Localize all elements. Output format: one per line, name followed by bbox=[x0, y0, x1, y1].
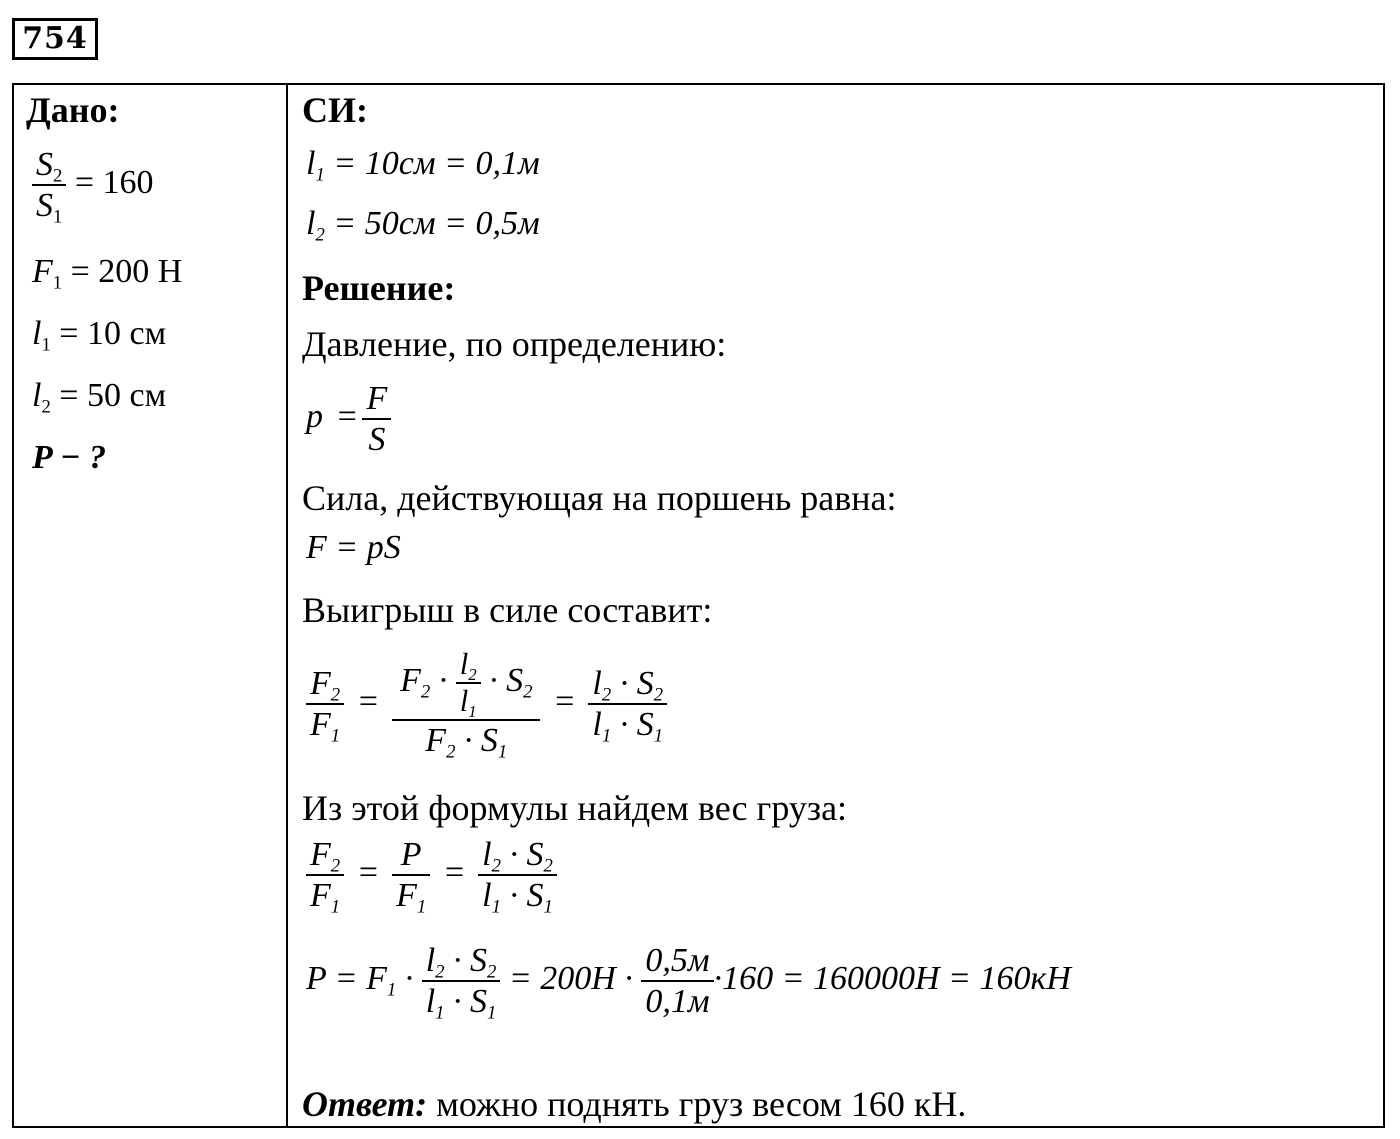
formula-force-gain: $\frac{F_2}{F_1}$ = $F_2$ · $\frac{l_2}{l_1}$ · $S_2$ $F_2 \cdot S_1$ = $\frac{l_2 \cdot S_2}{l_1 \cdot S_1}$ bbox=[306, 647, 667, 760]
formula-pressure: p = $\frac{F}{S}$ bbox=[306, 379, 391, 459]
solution-text-2: Сила, действующая на поршень равна: bbox=[302, 478, 897, 518]
given-force-value: = 200 Н bbox=[70, 253, 183, 290]
si-line-1: $l_1 = 10см = 0,1м$ bbox=[306, 145, 540, 186]
given-length-1: $l_1 = 10$ см bbox=[32, 315, 167, 356]
given-length-1-value: = 10 см bbox=[59, 315, 167, 352]
solution-text-4: Из этой формулы найдем вес груза: bbox=[302, 788, 848, 828]
answer-text: можно поднять груз весом 160 кН. bbox=[436, 1084, 967, 1124]
final-fraction-num: 0,5м bbox=[641, 941, 713, 982]
column-divider bbox=[286, 85, 288, 1126]
final-value-part-1: = 200H · bbox=[508, 959, 633, 997]
si-line-2-value: = 50см = 0,5м bbox=[333, 205, 540, 242]
solution-heading: Решение: bbox=[302, 268, 456, 308]
solution-table bbox=[12, 83, 1385, 1128]
si-heading: СИ: bbox=[302, 90, 368, 130]
final-value-part-2: ·160 = 160000H = 160кH bbox=[713, 959, 1071, 997]
given-ratio-value: = 160 bbox=[74, 163, 154, 201]
solution-text-3: Выигрыш в силе составит: bbox=[302, 590, 713, 630]
formula-final: $P = F_1$ · $\frac{l_2 \cdot S_2}{l_1 \cdot S_1}$ = 200H · $\frac{0,5м}{0,1м}$ ·160 = 160000H = 160кH bbox=[306, 942, 1071, 1024]
given-unknown: P − ? bbox=[32, 439, 107, 476]
final-fraction-den: 0,1м bbox=[645, 983, 710, 1021]
formula-weight-ratio: $\frac{F_2}{F_1}$ = $\frac{P}{F_1}$ = $\frac{l_2 \cdot S_2}{l_1 \cdot S_1}$ bbox=[306, 835, 557, 915]
answer-label: Ответ: bbox=[302, 1084, 428, 1124]
formula-force: F = pS bbox=[306, 529, 401, 566]
problem-number: 754 bbox=[12, 18, 98, 60]
given-force: $F_1 = 200$ Н bbox=[32, 253, 183, 294]
given-area-ratio: $\frac{S_2}{S_1}$ = 160 bbox=[32, 145, 154, 225]
given-length-2-value: = 50 см bbox=[59, 377, 167, 414]
given-length-2: $l_2 = 50$ см bbox=[32, 377, 167, 418]
si-line-2: $l_2 = 50см = 0,5м$ bbox=[306, 205, 540, 246]
answer-line bbox=[302, 1083, 966, 1125]
si-line-1-value: = 10см = 0,1м bbox=[333, 145, 540, 182]
given-heading: Дано: bbox=[26, 90, 120, 130]
solution-text-1: Давление, по определению: bbox=[302, 324, 727, 364]
